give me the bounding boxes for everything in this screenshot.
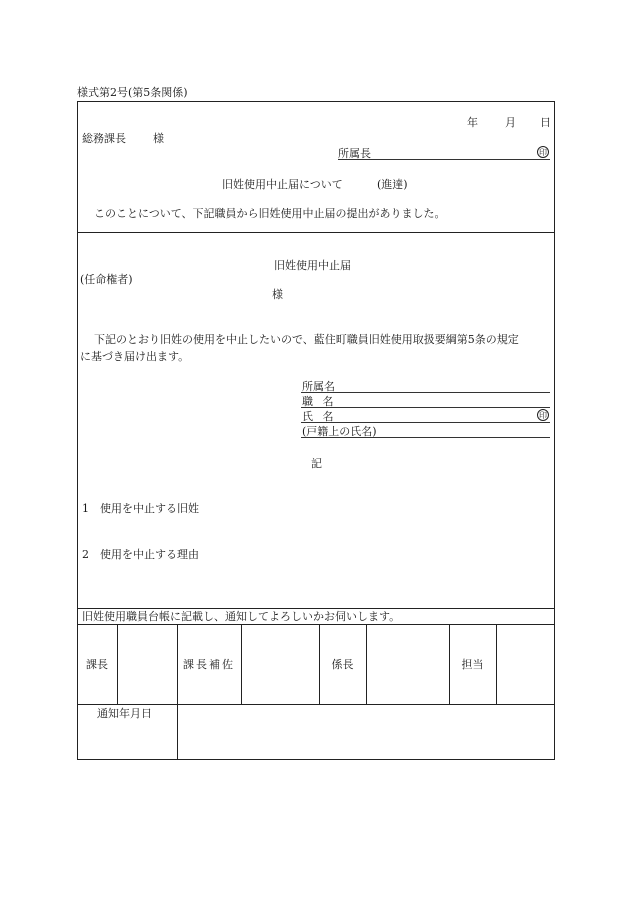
divider-approval [77,608,555,609]
subject: 旧姓使用中止届について [222,178,343,191]
form-number: 様式第2号(第5条関係) [77,86,188,99]
top-body: このことについて、下記職員から旧姓使用中止届の提出がありました。 [94,207,446,220]
sender-underline [338,159,550,160]
item-1-number: 1 [82,502,89,515]
notice-body-line1: 下記のとおり旧姓の使用を中止したいので、藍住町職員旧姓使用取扱要綱第5条の規定 [94,333,519,346]
approval-col-7 [496,624,497,704]
date-month: 月 [505,116,516,129]
role-unit-chief: 係長 [331,658,354,671]
notice-body-line2: に基づき届け出ます。 [80,350,190,363]
name-underline [301,422,550,423]
item-2-number: 2 [82,548,89,561]
role-staff: 担当 [461,658,484,671]
notice-honorific: 様 [272,288,283,301]
registered-name-underline [301,437,550,438]
role-assistant-chief: 課長補佐 [183,658,235,671]
sender-seal: 印 [539,148,547,157]
date-year: 年 [467,116,478,129]
field-name: 氏 名 [302,410,334,423]
approval-table-top [77,624,555,625]
subject-note: (進達) [377,178,408,191]
item-2-label: 使用を中止する理由 [100,548,199,561]
approval-table-bottom [77,704,555,705]
addressee-honorific: 様 [153,132,164,145]
approval-statement: 旧姓使用職員台帳に記載し、通知してよろしいかお伺いします。 [82,610,401,623]
approval-col-1 [117,624,118,704]
approval-col-5 [366,624,367,704]
item-1-label: 使用を中止する旧姓 [100,502,199,515]
approval-col-2 [177,624,178,760]
sender-label: 所属長 [338,147,371,160]
ki-label: 記 [311,457,322,470]
notice-title: 旧姓使用中止届 [274,259,351,272]
date-day: 日 [540,116,551,129]
addressee-title: 総務課長 [82,132,126,145]
field-registered-name: (戸籍上の氏名) [302,425,377,438]
divider-top [77,232,555,233]
notice-date-label: 通知年月日 [97,707,152,720]
role-section-chief: 課長 [86,658,108,671]
appointer-label: (任命権者) [80,273,133,286]
position-underline [301,407,550,408]
affiliation-underline [301,392,550,393]
field-affiliation: 所属名 [302,380,335,393]
approval-col-3 [241,624,242,704]
name-seal: 印 [539,411,547,420]
field-position: 職 名 [302,395,334,408]
